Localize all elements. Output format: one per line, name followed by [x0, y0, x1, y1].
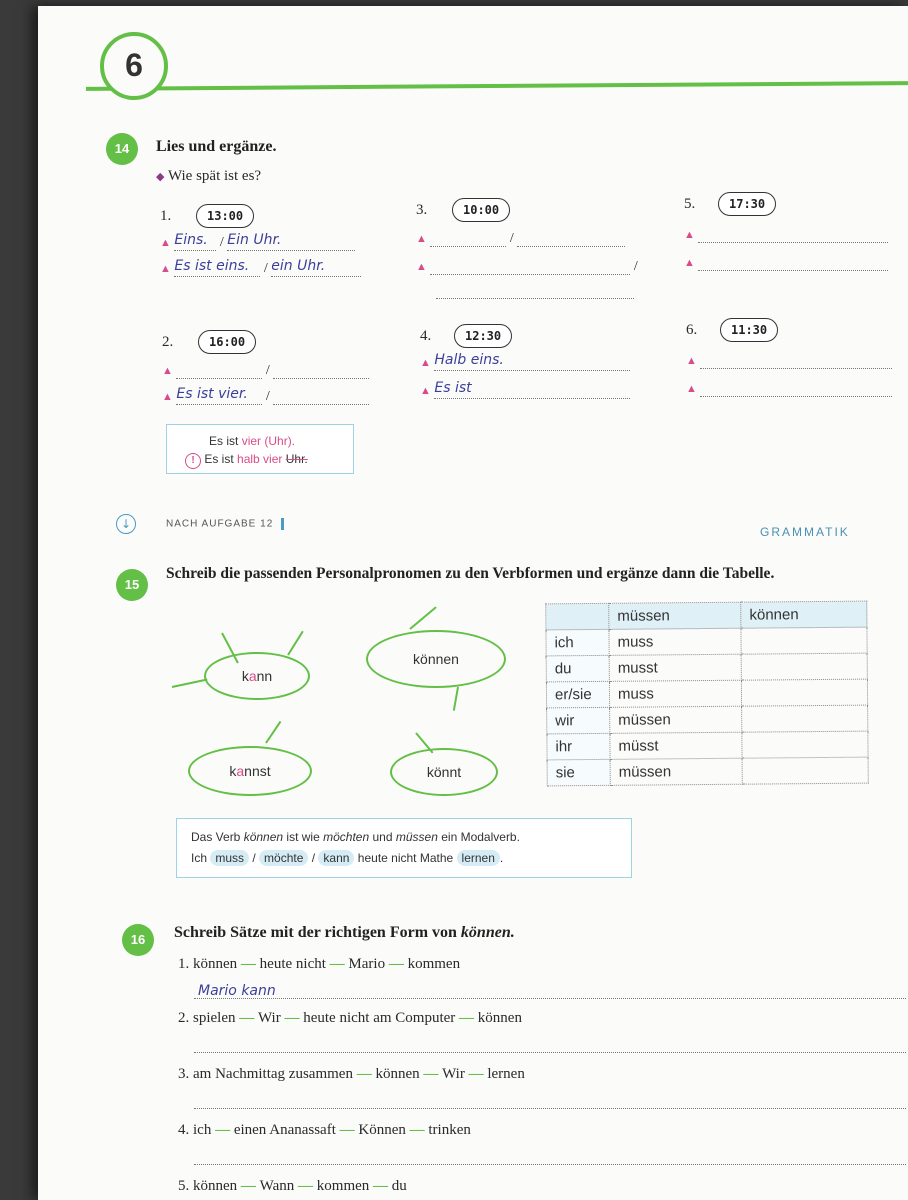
sentence-number: 3.	[178, 1066, 190, 1082]
sentence-prompt	[178, 956, 460, 973]
triangle-icon: ▲	[420, 357, 431, 369]
exercise-badge-16: 16	[122, 924, 154, 956]
word-part: spielen	[193, 1010, 236, 1026]
answer-line[interactable]	[436, 298, 634, 299]
verb-bubble-label: kann	[241, 668, 273, 684]
word-part: am Nachmittag zusammen	[193, 1066, 353, 1082]
ray	[287, 631, 304, 656]
answer-row[interactable]	[420, 380, 630, 399]
answer-row[interactable]	[684, 224, 888, 243]
table-row	[546, 653, 867, 682]
answer-field[interactable]	[698, 252, 888, 271]
answer-field[interactable]	[430, 256, 630, 275]
tip-line-2: ! Es ist halb vier Uhr.	[185, 452, 308, 469]
tip-line-1: Es ist vier (Uhr).	[209, 434, 296, 448]
word-part: Mario	[348, 956, 386, 972]
table-row	[547, 705, 868, 734]
answer-field[interactable]: Ein Uhr.	[227, 232, 355, 251]
item-number: 4.	[420, 328, 432, 344]
answer-field[interactable]	[273, 360, 369, 379]
answer-cell[interactable]	[742, 731, 868, 758]
verb-bubble-label: kannst	[229, 763, 271, 779]
triangle-icon: ▲	[686, 383, 697, 395]
separator-dash: —	[385, 956, 408, 972]
exercise-14-question: ◆ Wie spät ist es?	[156, 168, 262, 184]
table-row	[546, 679, 867, 708]
answer-field[interactable]: Halb eins.	[434, 352, 630, 371]
triangle-icon: ▲	[162, 391, 173, 403]
header-cell: müssen	[609, 602, 741, 629]
separator-dash: —	[237, 956, 260, 972]
exercise-16-title: Schreib Sätze mit der richtigen Form von können.	[174, 924, 515, 941]
word-chip: muss	[210, 850, 249, 866]
answer-field[interactable]: Es ist vier.	[176, 386, 262, 405]
clock-time: 12:30	[454, 324, 512, 348]
word-part: heute nicht am Computer	[303, 1010, 456, 1026]
verb-cell: muss	[609, 628, 741, 655]
tip-line-1: Das Verb können ist wie möchten und müssen ein Modalverb.	[191, 830, 520, 844]
separator-dash: —	[405, 1122, 429, 1138]
ray	[453, 687, 459, 711]
answer-line[interactable]	[194, 1108, 906, 1109]
arrow-down-icon: ↓	[116, 514, 136, 534]
answer-field[interactable]	[698, 224, 888, 243]
pronoun-cell: du	[546, 655, 609, 682]
word-part: kommen	[407, 956, 461, 972]
answer-row[interactable]: ▲ Es ist eins. / ein Uhr.	[160, 258, 361, 277]
verb-bubble-label: können	[413, 651, 459, 667]
exercise-badge-14: 14	[106, 133, 138, 165]
word-part: einen Ananassaft	[233, 1122, 336, 1138]
separator-dash: —	[352, 1066, 376, 1082]
table-row	[546, 627, 867, 656]
separator-dash: —	[464, 1066, 488, 1082]
answer-line[interactable]	[194, 1164, 906, 1165]
answer-row[interactable]: ▲ /	[416, 256, 638, 275]
answer-field[interactable]	[176, 360, 262, 379]
word-part: können	[193, 956, 238, 972]
ray	[409, 606, 436, 629]
answer-field[interactable]	[273, 386, 369, 405]
separator-dash: —	[455, 1010, 478, 1026]
chapter-rule	[86, 81, 908, 91]
item-number: 1.	[160, 208, 172, 224]
exercise-14-title: Lies und ergänze.	[156, 138, 277, 155]
separator-dash: —	[419, 1066, 443, 1082]
answer-cell[interactable]	[741, 627, 867, 654]
table-row	[547, 731, 868, 760]
answer-field[interactable]: Mario kann	[198, 983, 276, 999]
answer-cell[interactable]	[742, 679, 868, 706]
header-cell	[546, 603, 609, 630]
clock-time: 13:00	[196, 204, 254, 228]
section-label: GRAMMATIK	[760, 525, 850, 539]
word-part: können	[477, 1010, 522, 1026]
word-part: Wir	[442, 1066, 465, 1082]
word-chip: kann	[318, 850, 354, 866]
word-part: können	[193, 1178, 238, 1194]
answer-cell[interactable]	[742, 757, 868, 784]
table-row	[547, 757, 868, 786]
triangle-icon: ▲	[160, 237, 171, 249]
sentence-prompt	[178, 1010, 522, 1027]
time-tip-box	[166, 424, 354, 474]
answer-row[interactable]: ▲ /	[162, 360, 369, 379]
answer-field[interactable]: ein Uhr.	[271, 258, 361, 277]
pronoun-cell: ihr	[547, 733, 610, 760]
verb-bubble[interactable]	[366, 630, 506, 688]
triangle-icon: ▲	[684, 229, 695, 241]
word-part: lernen	[487, 1066, 525, 1082]
answer-line[interactable]	[194, 998, 906, 999]
word-part: trinken	[428, 1122, 471, 1138]
verb-cell: musst	[609, 654, 741, 681]
nav-bar-icon	[281, 518, 284, 530]
separator-dash: —	[235, 1010, 258, 1026]
answer-field[interactable]: Eins.	[174, 232, 216, 251]
sentence-number: 1.	[178, 956, 190, 972]
answer-row[interactable]	[686, 378, 892, 397]
tip-line-2: Ich muss / möchte / kann heute nicht Mathe lernen .	[191, 851, 504, 865]
answer-row[interactable]: ▲ Eins. / Ein Uhr.	[160, 232, 355, 251]
verb-cell: müssen	[610, 706, 742, 733]
answer-row[interactable]	[684, 252, 888, 271]
triangle-icon: ▲	[416, 261, 427, 273]
workbook-page	[38, 6, 908, 1200]
triangle-icon: ▲	[686, 355, 697, 367]
verb-bubble[interactable]	[188, 746, 312, 796]
answer-line[interactable]	[194, 1052, 906, 1053]
verb-bubble[interactable]	[390, 748, 498, 796]
sentence-prompt	[178, 1178, 407, 1195]
word-part: Wir	[258, 1010, 281, 1026]
word-part: kommen	[316, 1178, 370, 1194]
clock-time: 11:30	[720, 318, 778, 342]
triangle-icon: ▲	[160, 263, 171, 275]
sentence-number: 4.	[178, 1122, 190, 1138]
chapter-number: 6	[100, 32, 168, 100]
word-chip: möchte	[259, 850, 308, 866]
answer-field[interactable]: Es ist	[434, 380, 630, 399]
answer-field[interactable]	[430, 228, 506, 247]
separator-dash: —	[335, 1122, 359, 1138]
answer-field[interactable]	[517, 228, 625, 247]
pronoun-cell: sie	[547, 759, 610, 786]
verb-cell: müssen	[610, 758, 742, 785]
triangle-icon: ▲	[684, 257, 695, 269]
diamond-icon: ◆	[156, 171, 165, 183]
item-number: 6.	[686, 322, 698, 338]
sentence-prompt	[178, 1066, 525, 1083]
separator-dash: —	[369, 1178, 392, 1194]
modal-verb-tip-box	[176, 818, 632, 878]
pronoun-cell: ich	[546, 629, 609, 656]
nav-hint: NACH AUFGABE 12	[166, 518, 284, 530]
item-number: 5.	[684, 196, 696, 212]
item-number: 2.	[162, 334, 174, 350]
verb-cell: muss	[609, 680, 741, 707]
word-part: heute nicht	[259, 956, 326, 972]
triangle-icon: ▲	[416, 233, 427, 245]
verb-table	[545, 601, 869, 787]
answer-field[interactable]	[700, 378, 892, 397]
sentence-number: 2.	[178, 1010, 190, 1026]
separator-dash: —	[294, 1178, 317, 1194]
separator-dash: —	[237, 1178, 260, 1194]
word-part: können	[375, 1066, 420, 1082]
triangle-icon: ▲	[162, 365, 173, 377]
pronoun-cell: er/sie	[546, 681, 609, 708]
triangle-icon: ▲	[420, 385, 431, 397]
separator-dash: —	[280, 1010, 304, 1026]
word-part: ich	[193, 1122, 212, 1138]
verb-cell: müsst	[610, 732, 742, 759]
clock-time: 10:00	[452, 198, 510, 222]
verb-bubble-label: könnt	[426, 764, 462, 780]
clock-time: 16:00	[198, 330, 256, 354]
ray	[265, 721, 281, 744]
verb-bubble[interactable]	[204, 652, 310, 700]
answer-row[interactable]	[420, 352, 630, 371]
answer-row[interactable]: ▲ Es ist vier. /	[162, 386, 369, 405]
table-header-row	[546, 601, 867, 630]
exercise-15-title: Schreib die passenden Personalpronomen zu den Verbformen und ergänze dann die Tabelle.	[166, 565, 775, 582]
separator-dash: —	[325, 956, 349, 972]
word-part: Können	[358, 1122, 406, 1138]
separator-dash: —	[211, 1122, 234, 1138]
word-part: Wann	[259, 1178, 295, 1194]
answer-cell[interactable]	[742, 705, 868, 732]
answer-cell[interactable]	[741, 653, 867, 680]
sentence-prompt	[178, 1122, 471, 1139]
warning-icon: !	[185, 453, 201, 469]
exercise-badge-15: 15	[116, 569, 148, 601]
word-part: du	[391, 1178, 407, 1194]
word-chip: lernen	[457, 850, 500, 866]
answer-field[interactable]	[700, 350, 892, 369]
sentence-number: 5.	[178, 1178, 190, 1194]
pronoun-cell: wir	[547, 707, 610, 734]
ray	[172, 679, 208, 688]
header-cell: können	[741, 601, 867, 628]
item-number: 3.	[416, 202, 428, 218]
answer-field[interactable]: Es ist eins.	[174, 258, 260, 277]
answer-row[interactable]	[686, 350, 892, 369]
answer-row[interactable]: ▲ /	[416, 228, 625, 247]
clock-time: 17:30	[718, 192, 776, 216]
